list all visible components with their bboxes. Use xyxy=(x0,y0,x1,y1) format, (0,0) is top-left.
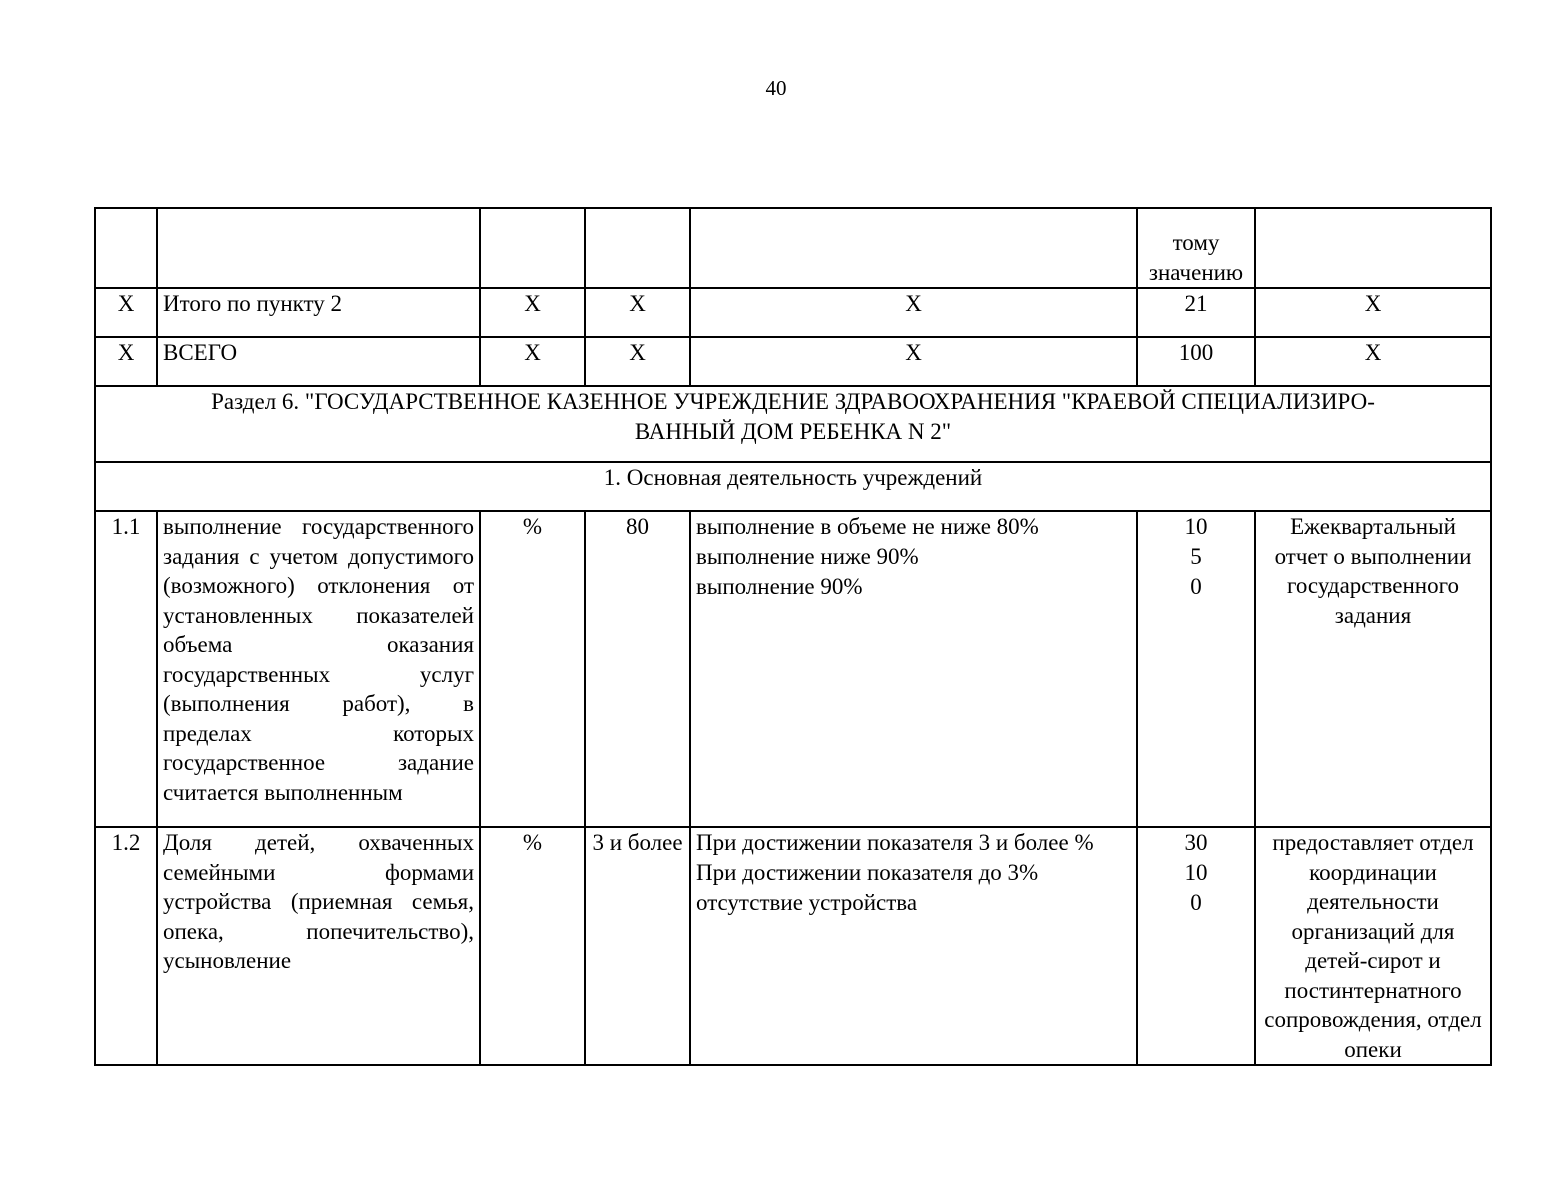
points-item: 30 xyxy=(1184,830,1208,855)
criteria-item: выполнение 90% xyxy=(696,574,863,599)
section-title-line-1: Раздел 6. "ГОСУДАРСТВЕННОЕ КАЗЕННОЕ УЧРЕЖДЕНИЕ ЗДРАВООХРАНЕНИЯ "КРАЕВОЙ СПЕЦИАЛИЗИРО- xyxy=(211,389,1375,414)
row-points: 21 xyxy=(1137,288,1255,337)
row-criteria: X xyxy=(690,288,1137,337)
row-indicator: ВСЕГО xyxy=(157,337,480,386)
row-source: Ежеквартальный отчет о выполнении государственного задания xyxy=(1255,511,1491,827)
row-source: X xyxy=(1255,288,1491,337)
criteria-item: При достижении показателя 3 и более % xyxy=(696,830,1094,855)
points-item: 0 xyxy=(1190,574,1202,599)
row-target: X xyxy=(585,288,690,337)
criteria-table xyxy=(94,207,1492,1066)
row-source: X xyxy=(1255,337,1491,386)
cell xyxy=(1255,208,1491,288)
row-target: 3 и более xyxy=(585,827,690,1065)
points-item: 0 xyxy=(1190,890,1202,915)
row-unit: X xyxy=(480,288,585,337)
cell xyxy=(157,208,480,288)
cell xyxy=(585,208,690,288)
row-num: 1.2 xyxy=(95,827,157,1065)
table-row xyxy=(95,511,1491,827)
row-indicator: Доля детей, охваченных семейными формами устройства (приемная семья, опека, попечительство), усыновление xyxy=(157,827,480,1065)
summary-row xyxy=(95,288,1491,337)
total-row xyxy=(95,337,1491,386)
row-source: предоставляет отдел координации деятельности организаций для детей-сирот и постинтернатного сопровождения, отдел опеки xyxy=(1255,827,1491,1065)
section-title-line-2: ВАННЫЙ ДОМ РЕБЕНКА N 2" xyxy=(634,418,952,444)
row-num: X xyxy=(95,337,157,386)
row-unit: % xyxy=(480,511,585,827)
points-item: 10 xyxy=(1184,514,1208,539)
row-indicator: выполнение государственного задания с учетом допустимого (возможного) отклонения от установленных показателей объема оказания государственных услуг (выполнения работ), в пределах которых государственное задание считается выполненным xyxy=(157,511,480,827)
row-indicator: Итого по пункту 2 xyxy=(157,288,480,337)
subsection-title: 1. Основная деятельность учреждений xyxy=(95,462,1491,511)
row-num: X xyxy=(95,288,157,337)
header-continuation-row xyxy=(95,208,1491,288)
row-unit: X xyxy=(480,337,585,386)
row-unit: % xyxy=(480,827,585,1065)
criteria-item: выполнение ниже 90% xyxy=(696,544,919,569)
row-criteria: X xyxy=(690,337,1137,386)
row-target: 80 xyxy=(585,511,690,827)
cell xyxy=(690,208,1137,288)
table-row xyxy=(95,827,1491,1065)
subsection-row xyxy=(95,462,1491,511)
row-points xyxy=(1137,511,1255,827)
points-item: 5 xyxy=(1190,544,1202,569)
cell xyxy=(95,208,157,288)
row-criteria xyxy=(690,827,1137,1065)
points-item: 10 xyxy=(1184,860,1208,885)
criteria-item: отсутствие устройства xyxy=(696,889,918,915)
row-points: 100 xyxy=(1137,337,1255,386)
criteria-item: выполнение в объеме не ниже 80% xyxy=(696,514,1039,539)
cell xyxy=(480,208,585,288)
header-points-text: тому значению xyxy=(1148,230,1244,285)
section-row xyxy=(95,386,1491,462)
section-title xyxy=(95,386,1491,462)
row-num: 1.1 xyxy=(95,511,157,827)
row-criteria xyxy=(690,511,1137,827)
row-target: X xyxy=(585,337,690,386)
row-points xyxy=(1137,827,1255,1065)
page-number: 40 xyxy=(765,76,787,100)
criteria-item: При достижении показателя до 3% xyxy=(696,859,1039,885)
header-points-cell xyxy=(1137,208,1255,288)
